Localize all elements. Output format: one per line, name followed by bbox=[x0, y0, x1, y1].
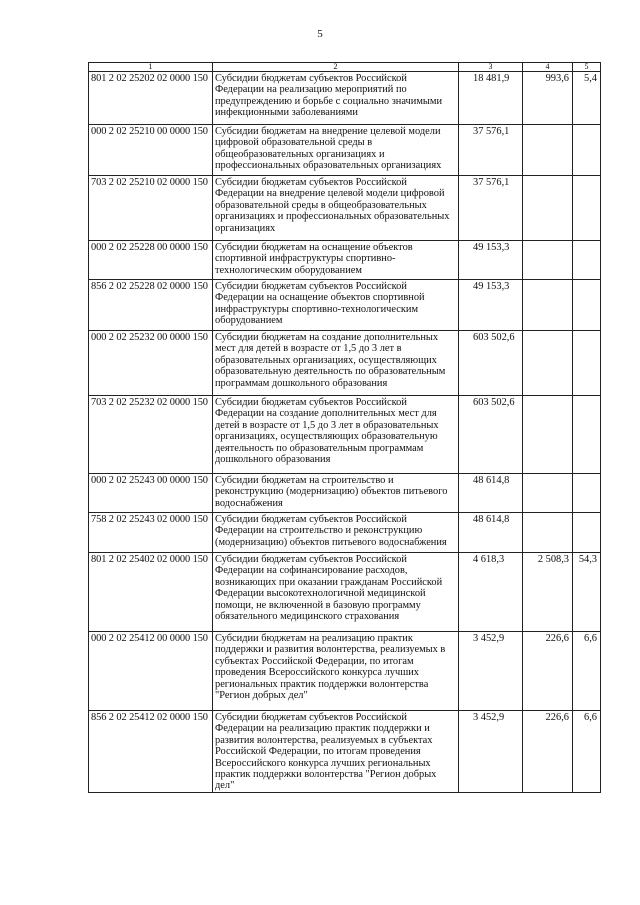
execution-percent-cell bbox=[573, 396, 601, 474]
budget-code-cell: 703 2 02 25210 02 0000 150 bbox=[89, 176, 213, 241]
column-header-2: 2 bbox=[213, 63, 459, 72]
execution-percent-cell: 5,4 bbox=[573, 72, 601, 125]
table-row bbox=[89, 331, 601, 396]
description-cell: Субсидии бюджетам субъектов Российской Федерации на внедрение целевой модели цифровой образовательной среды в общеобразовательных организациях и профессиональных образовательных организациях bbox=[213, 176, 459, 241]
planned-amount-cell: 48 614,8 bbox=[459, 474, 523, 513]
budget-code-cell: 000 2 02 25210 00 0000 150 bbox=[89, 125, 213, 176]
executed-amount-cell: 226,6 bbox=[523, 632, 573, 711]
execution-percent-cell bbox=[573, 280, 601, 331]
column-header-4: 4 bbox=[523, 63, 573, 72]
table-row bbox=[89, 474, 601, 513]
executed-amount-cell bbox=[523, 125, 573, 176]
column-number-row bbox=[89, 63, 601, 72]
executed-amount-cell bbox=[523, 176, 573, 241]
column-header-1: 1 bbox=[89, 63, 213, 72]
budget-code-cell: 000 2 02 25243 00 0000 150 bbox=[89, 474, 213, 513]
planned-amount-cell: 3 452,9 bbox=[459, 632, 523, 711]
planned-amount-cell: 18 481,9 bbox=[459, 72, 523, 125]
planned-amount-cell: 49 153,3 bbox=[459, 280, 523, 331]
planned-amount-cell: 49 153,3 bbox=[459, 241, 523, 280]
description-cell: Субсидии бюджетам на строительство и реконструкцию (модернизацию) объектов питьевого водоснабжения bbox=[213, 474, 459, 513]
execution-percent-cell bbox=[573, 331, 601, 396]
table-row bbox=[89, 125, 601, 176]
budget-code-cell: 000 2 02 25232 00 0000 150 bbox=[89, 331, 213, 396]
budget-code-cell: 856 2 02 25412 02 0000 150 bbox=[89, 711, 213, 793]
description-cell: Субсидии бюджетам субъектов Российской Федерации на создание дополнительных мест для детей в возрасте от 1,5 до 3 лет в образовательных организациях, осуществляющих образовательную деятельность по образовательным программам дошкольного образования bbox=[213, 396, 459, 474]
description-cell: Субсидии бюджетам на создание дополнительных мест для детей в возрасте от 1,5 до 3 лет в образовательных организациях, осуществляющих образовательную деятельность по образовательным программам дошкольного образования bbox=[213, 331, 459, 396]
executed-amount-cell bbox=[523, 513, 573, 553]
page-number: 5 bbox=[317, 28, 323, 40]
description-cell: Субсидии бюджетам субъектов Российской Федерации на реализацию мероприятий по предупреждению и борьбе с социально значимыми инфекционными заболеваниями bbox=[213, 72, 459, 125]
budget-code-cell: 000 2 02 25228 00 0000 150 bbox=[89, 241, 213, 280]
table-row bbox=[89, 176, 601, 241]
description-cell: Субсидии бюджетам субъектов Российской Федерации на оснащение объектов спортивной инфраструктуры спортивно-технологическим оборудованием bbox=[213, 280, 459, 331]
execution-percent-cell: 6,6 bbox=[573, 632, 601, 711]
execution-percent-cell: 6,6 bbox=[573, 711, 601, 793]
execution-percent-cell bbox=[573, 241, 601, 280]
budget-code-cell: 758 2 02 25243 02 0000 150 bbox=[89, 513, 213, 553]
planned-amount-cell: 37 576,1 bbox=[459, 125, 523, 176]
table-row bbox=[89, 711, 601, 793]
table-row bbox=[89, 280, 601, 331]
executed-amount-cell bbox=[523, 396, 573, 474]
table-row bbox=[89, 72, 601, 125]
executed-amount-cell bbox=[523, 331, 573, 396]
executed-amount-cell: 2 508,3 bbox=[523, 553, 573, 632]
planned-amount-cell: 48 614,8 bbox=[459, 513, 523, 553]
table-body bbox=[89, 72, 601, 793]
table-row bbox=[89, 241, 601, 280]
table-row bbox=[89, 396, 601, 474]
executed-amount-cell bbox=[523, 280, 573, 331]
budget-code-cell: 856 2 02 25228 02 0000 150 bbox=[89, 280, 213, 331]
description-cell: Субсидии бюджетам субъектов Российской Федерации на реализацию практик поддержки и развития волонтерства, реализуемых в субъектах Российской Федерации, по итогам проведения Всероссийского конкурса лучших региональных практик поддержки волонтерства "Регион добрых дел" bbox=[213, 711, 459, 793]
execution-percent-cell bbox=[573, 513, 601, 553]
execution-percent-cell bbox=[573, 176, 601, 241]
planned-amount-cell: 603 502,6 bbox=[459, 331, 523, 396]
executed-amount-cell bbox=[523, 474, 573, 513]
execution-percent-cell: 54,3 bbox=[573, 553, 601, 632]
planned-amount-cell: 3 452,9 bbox=[459, 711, 523, 793]
budget-code-cell: 801 2 02 25202 02 0000 150 bbox=[89, 72, 213, 125]
executed-amount-cell bbox=[523, 241, 573, 280]
description-cell: Субсидии бюджетам субъектов Российской Федерации на софинансирование расходов, возникающих при оказании гражданам Российской Федерации высокотехнологичной медицинской помощи, не включенной в базовую программу обязательного медицинского страхования bbox=[213, 553, 459, 632]
column-header-5: 5 bbox=[573, 63, 601, 72]
description-cell: Субсидии бюджетам субъектов Российской Федерации на строительство и реконструкцию (модернизацию) объектов питьевого водоснабжения bbox=[213, 513, 459, 553]
execution-percent-cell bbox=[573, 125, 601, 176]
budget-code-cell: 703 2 02 25232 02 0000 150 bbox=[89, 396, 213, 474]
execution-percent-cell bbox=[573, 474, 601, 513]
table-row bbox=[89, 632, 601, 711]
planned-amount-cell: 37 576,1 bbox=[459, 176, 523, 241]
column-header-3: 3 bbox=[459, 63, 523, 72]
budget-code-cell: 801 2 02 25402 02 0000 150 bbox=[89, 553, 213, 632]
description-cell: Субсидии бюджетам на внедрение целевой модели цифровой образовательной среды в общеобразовательных организациях и профессиональных образовательных организациях bbox=[213, 125, 459, 176]
budget-table bbox=[88, 62, 601, 793]
description-cell: Субсидии бюджетам на оснащение объектов спортивной инфраструктуры спортивно-технологическим оборудованием bbox=[213, 241, 459, 280]
planned-amount-cell: 603 502,6 bbox=[459, 396, 523, 474]
description-cell: Субсидии бюджетам на реализацию практик поддержки и развития волонтерства, реализуемых в субъектах Российской Федерации, по итогам проведения Всероссийского конкурса лучших региональных практик поддержки волонтерства "Регион добрых дел" bbox=[213, 632, 459, 711]
budget-code-cell: 000 2 02 25412 00 0000 150 bbox=[89, 632, 213, 711]
planned-amount-cell: 4 618,3 bbox=[459, 553, 523, 632]
table-row bbox=[89, 553, 601, 632]
executed-amount-cell: 226,6 bbox=[523, 711, 573, 793]
executed-amount-cell: 993,6 bbox=[523, 72, 573, 125]
table-row bbox=[89, 513, 601, 553]
